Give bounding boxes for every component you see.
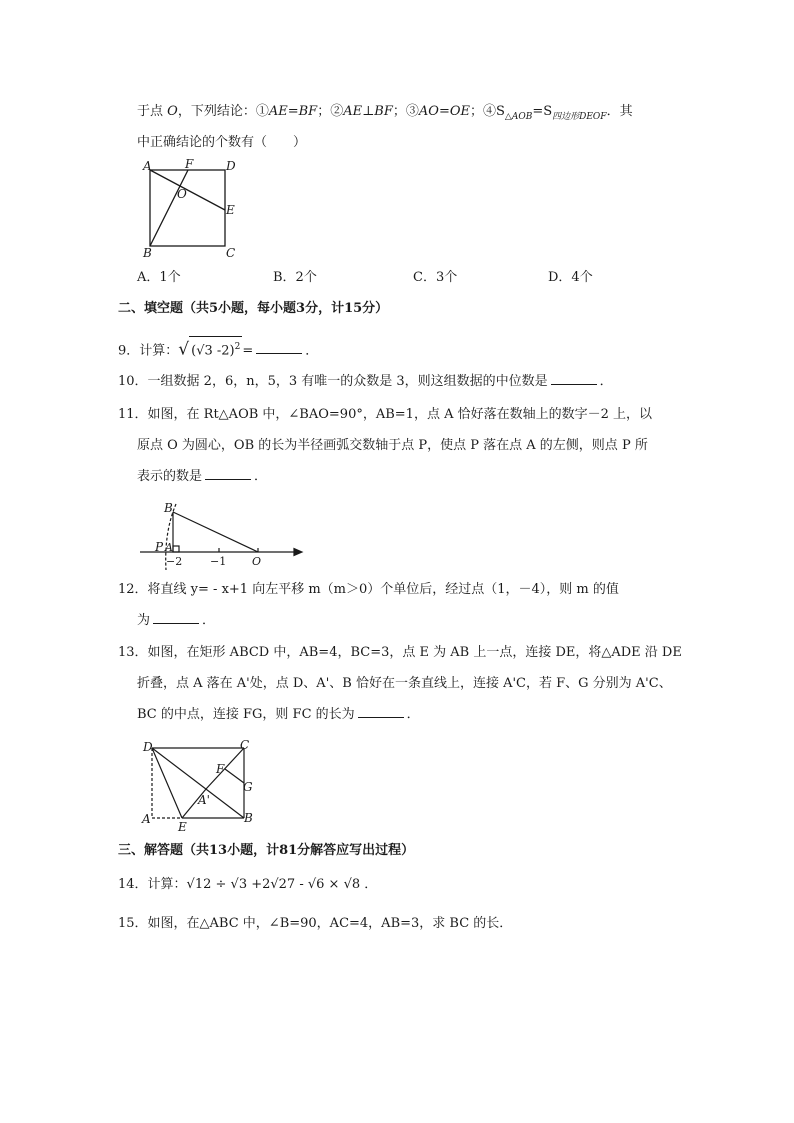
q11-label-a: A: [165, 541, 173, 554]
q8-conclusion-1: AE=BF: [268, 104, 318, 119]
q13-segment-db: [152, 748, 244, 818]
q9-power: 2: [234, 342, 241, 352]
q8-square-diagram: [140, 158, 250, 264]
q13-label-b: B: [244, 811, 253, 825]
q13-label-c: C: [240, 738, 250, 752]
q8-option-a: A．1个: [137, 270, 181, 285]
q14-expr: √12 ÷ √3 +2√27 - √6 × √8 ．: [186, 877, 378, 892]
q11-answer-blank: [205, 467, 251, 480]
q8-label-c: C: [226, 246, 236, 260]
q9-expr: (√3 -2): [191, 343, 235, 359]
q13-line1: 13．如图，在矩形 ABCD 中，AB=4，BC=3，点 E 为 AB 上一点，连接 DE，将△ADE 沿 DE: [118, 645, 682, 660]
q10-end: ．: [599, 374, 613, 389]
q13-line3: [137, 705, 420, 725]
sqrt-sign: √: [178, 339, 190, 360]
q8-option-b: B．2个: [273, 270, 317, 285]
q14: [118, 875, 377, 895]
q8-label-d: D: [226, 159, 236, 173]
q13-label-f: F: [216, 762, 225, 776]
q13-label-a-prime: A': [198, 793, 210, 807]
q13-label-e: E: [178, 820, 187, 834]
q8-text-a: 于点: [137, 104, 164, 119]
q11-line2: 原点 O 为圆心，OB 的长为半径画弧交数轴于点 P，使点 P 落在点 A 的左侧，则点 P 所: [137, 438, 648, 453]
q12-end: ．: [202, 613, 216, 628]
q13-answer-blank: [358, 705, 404, 718]
q8-label-a: A: [143, 159, 152, 173]
q13-segment-fg: [225, 769, 244, 783]
q8-conclusion-2: AE⊥BF: [343, 104, 393, 119]
q10-answer-blank: [551, 372, 597, 385]
q13-end: ．: [406, 707, 420, 722]
q12-line2: [137, 611, 215, 631]
q11-segment-bo: [173, 512, 258, 552]
q8-c4-end: ．其: [606, 104, 633, 119]
q10: [118, 372, 613, 392]
q11-label-p: P: [155, 540, 164, 554]
section-2-heading: 二、填空题（共5小题，每小题3分，计15分）: [118, 301, 389, 316]
q12-line1: 12．将直线 y= - x+1 向左平移 m（m＞0）个单位后，经过点（1，－4），则 m 的值: [118, 582, 619, 597]
q11-number-line-diagram: [136, 496, 310, 572]
q9: [118, 336, 318, 361]
q8-c2-prefix: ；②: [317, 104, 344, 119]
q15: 15．如图，在△ABC 中，∠B=90，AC=4，AB=3，求 BC 的长．: [118, 916, 513, 931]
q13-label-d: D: [143, 740, 153, 754]
q8-segment-ae: [150, 170, 225, 210]
q8-c4-prefix: ；④S: [470, 104, 505, 119]
q13-line3-text: BC 的中点，连接 FG，则 FC 的长为: [137, 707, 355, 722]
q13-label-a: A: [142, 812, 151, 826]
q9-eq: =: [242, 343, 254, 359]
q8-conclusion-3: AO=OE: [418, 104, 470, 119]
q8-c4-mid: =S: [532, 104, 553, 119]
q13-line2: 折叠，点 A 落在 A'处，点 D、A'、B 恰好在一条直线上，连接 A'C，若 F、G 分别为 A'C、: [137, 676, 672, 691]
q11-end: ．: [254, 469, 268, 484]
q14-prefix: 14．计算：: [118, 877, 187, 892]
q8-c3-prefix: ；③: [392, 104, 419, 119]
q11-line3-text: 表示的数是: [137, 469, 203, 484]
q11-tick-label-minus2: −2: [166, 555, 183, 568]
q12-answer-blank: [153, 611, 199, 624]
q9-radicand: [189, 336, 242, 361]
q8-segment-bf: [150, 170, 188, 246]
q11-axis-arrow: [294, 549, 302, 556]
q13-label-g: G: [243, 780, 253, 794]
q9-end: ．: [305, 343, 319, 359]
q11-line3: [137, 467, 267, 487]
q13-segment-de: [152, 748, 182, 818]
q11-tick-label-minus1: −1: [210, 555, 227, 568]
q8-label-e: E: [226, 203, 235, 217]
q8-label-b: B: [143, 246, 152, 260]
q10-text: 10．一组数据 2，6，n，5，3 有唯一的众数是 3，则这组数据的中位数是: [118, 374, 548, 389]
q9-prefix: 9．计算：: [118, 343, 179, 359]
q8-option-d: D．4个: [548, 270, 593, 285]
q8-line1: [137, 102, 633, 123]
q12-line2-text: 为: [137, 613, 151, 628]
q8-square-abcd: [150, 170, 225, 246]
q13-rectangle-diagram: [140, 738, 260, 834]
q8-option-c: C．3个: [413, 270, 458, 285]
q13-segment-ac: [206, 748, 244, 789]
q8-c4-sub2: 四边形DEOF: [552, 112, 607, 122]
q8-point-o: O: [167, 104, 178, 119]
q11-line1: 11．如图，在 Rt△AOB 中，∠BAO=90°，AB=1，点 A 恰好落在数轴上的数字－2 上，以: [118, 407, 653, 422]
q11-label-b: B: [164, 501, 173, 515]
q8-c4-sub1: △AOB: [504, 112, 533, 122]
q8-line2: 中正确结论的个数有（ ）: [137, 135, 307, 150]
q8-label-f: F: [185, 158, 194, 171]
section-3-heading: 三、解答题（共13小题，计81分解答应写出过程）: [118, 843, 415, 858]
q8-text-c: ，下列结论：①: [177, 104, 269, 119]
q11-label-o: O: [252, 555, 262, 568]
q11-right-angle: [173, 546, 179, 552]
q8-label-o: O: [177, 187, 187, 201]
q9-answer-blank: [256, 341, 302, 354]
